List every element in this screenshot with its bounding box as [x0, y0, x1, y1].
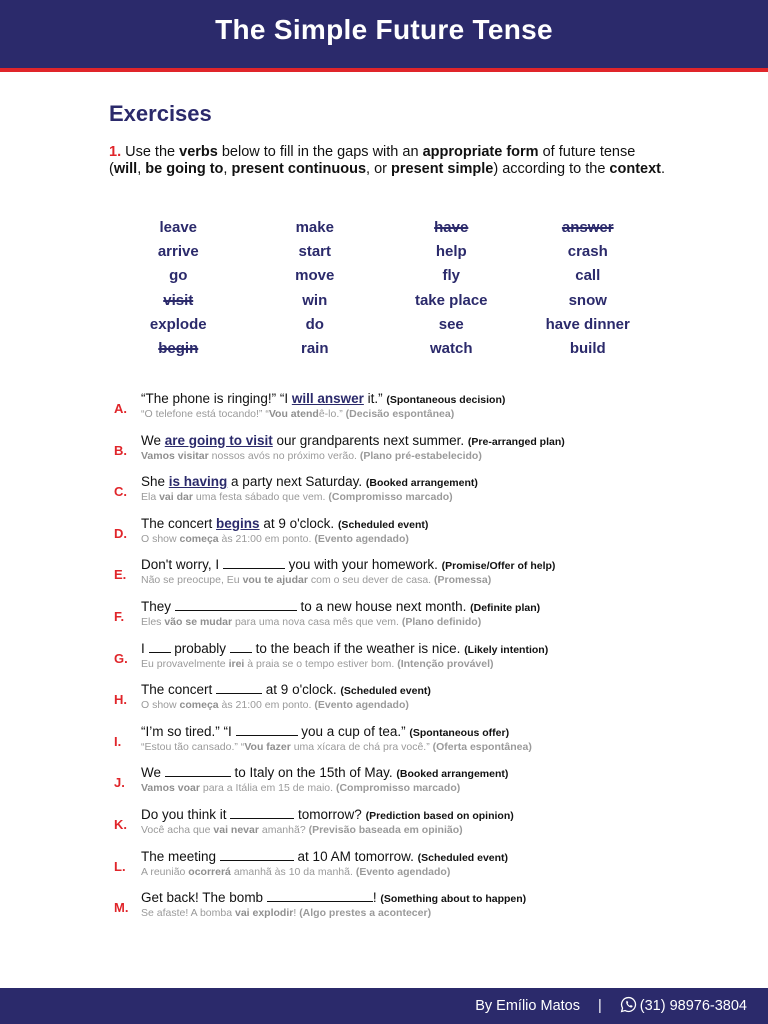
item-letter: A. — [114, 401, 127, 416]
item-translation — [141, 533, 409, 545]
translation-verb: vão se mudar — [164, 615, 233, 628]
sentence-text: The concert — [141, 682, 217, 698]
item-letter: B. — [114, 442, 127, 458]
footer-separator: | — [597, 998, 602, 1014]
answer-blank[interactable] — [223, 557, 285, 569]
item-sentence — [141, 849, 508, 864]
verb-have-dinner: have dinner — [545, 315, 630, 333]
instruction-bold: context — [609, 161, 661, 177]
verb-go: go — [169, 267, 188, 285]
item-sentence — [141, 474, 478, 489]
translation-text: à praia se o tempo estiver bom. — [244, 657, 398, 670]
verb-fly: fly — [442, 267, 460, 285]
sentence-text: Get back! The bomb — [141, 890, 267, 906]
footer-credits — [475, 996, 747, 1014]
item-letter: F. — [114, 608, 125, 624]
verb-snow: snow — [568, 291, 607, 309]
verb-take-place: take place — [414, 291, 488, 309]
answer-blank[interactable] — [216, 682, 262, 694]
sentence-text: to the beach if the weather is nice. — [251, 640, 465, 656]
item-letter: J. — [114, 775, 125, 791]
instruction-bold: be going to — [145, 161, 224, 177]
item-letter: K. — [114, 816, 127, 832]
translation-text: “O telefone está tocando!” “ — [141, 408, 269, 420]
sentence-text: We — [141, 432, 165, 448]
verb-leave: leave — [159, 219, 198, 236]
translation-tag: (Evento agendado) — [314, 532, 409, 545]
translation-text: O show — [141, 699, 180, 712]
translation-text: amanhã às 10 da manhã. — [230, 865, 356, 878]
verb-call: call — [575, 267, 601, 285]
exercise-item — [114, 724, 754, 766]
verb-rain: rain — [300, 339, 329, 357]
translation-text: às 21:00 em ponto. — [218, 699, 315, 712]
translation-text: com o seu dever de casa. — [307, 574, 435, 587]
sentence-text: Do you think it — [141, 806, 231, 822]
item-sentence — [141, 433, 565, 448]
exercise-item — [114, 849, 754, 891]
instruction-text: , — [137, 161, 146, 177]
verb-crash: crash — [567, 243, 608, 261]
item-letter: G. — [114, 650, 128, 666]
item-sentence — [141, 890, 526, 905]
answer-blank[interactable] — [220, 849, 294, 861]
translation-text: uma festa sábado que vem. — [192, 491, 329, 504]
item-translation — [141, 574, 491, 586]
instruction-text: , or — [366, 161, 391, 177]
verb-win: win — [302, 291, 328, 309]
item-letter: C. — [114, 484, 127, 500]
instruction-bold: appropriate form — [422, 144, 539, 160]
instruction-text: Use the — [121, 144, 180, 160]
answer-blank[interactable] — [149, 641, 171, 653]
sentence-text: probably — [170, 640, 230, 656]
translation-verb: começa — [179, 532, 219, 545]
translation-text: para a Itália em 15 de maio. — [199, 782, 336, 795]
answer-blank[interactable] — [165, 765, 231, 777]
whatsapp-icon — [620, 996, 637, 1013]
translation-text: uma xícara de chá pra você.” — [290, 740, 433, 753]
sentence-text: at 9 o'clock. — [262, 682, 341, 698]
answer-blank[interactable] — [267, 890, 373, 902]
sentence-text: tomorrow? — [294, 806, 366, 822]
sentence-text: you a cup of tea.” — [297, 723, 410, 739]
sentence-text: at 9 o'clock. — [259, 515, 338, 531]
sentence-text: I — [141, 640, 149, 656]
item-translation — [141, 907, 431, 919]
instruction-text: of future tense ( — [109, 144, 636, 177]
translation-text: ê-lo.” — [318, 408, 346, 420]
footer-bar — [0, 988, 768, 1024]
usage-tag: (Definite plan) — [470, 601, 541, 614]
translation-tag: (Plano pré-estabelecido) — [359, 449, 482, 462]
exercise-item — [114, 765, 754, 807]
translation-verb: vai explodir — [234, 907, 294, 920]
item-sentence — [141, 724, 509, 739]
translation-text: Se afaste! A bomba — [141, 907, 235, 920]
item-sentence — [141, 516, 428, 531]
item-translation — [141, 782, 460, 794]
sentence-text: a party next Saturday. — [227, 474, 366, 490]
translation-verb: Vou atend — [268, 408, 319, 420]
translation-text: O show — [141, 532, 180, 545]
verb-arrive: arrive — [157, 243, 199, 261]
sentence-text: “I’m so tired.” “I — [141, 723, 236, 739]
usage-tag: (Promise/Offer of help) — [441, 560, 556, 573]
item-translation — [141, 741, 532, 753]
verb-do: do — [305, 315, 324, 333]
exercise-list — [114, 391, 754, 932]
author-credit: By Emílio Matos — [475, 998, 580, 1014]
translation-text: A reunião — [141, 865, 189, 878]
item-sentence — [141, 807, 514, 822]
translation-text: ! — [293, 907, 300, 920]
sentence-text: it.” — [363, 391, 387, 406]
section-title: Exercises — [109, 101, 212, 126]
item-translation — [141, 658, 494, 670]
usage-tag: (Booked arrangement) — [365, 477, 478, 490]
exercise-item — [114, 516, 754, 558]
item-sentence — [141, 765, 508, 780]
exercise-item — [114, 433, 754, 475]
instruction-bold: present simple — [391, 161, 494, 177]
usage-tag: (Scheduled event) — [340, 685, 431, 698]
exercise-item — [114, 599, 754, 641]
usage-tag: (Spontaneous decision) — [386, 394, 506, 406]
item-translation — [141, 491, 453, 503]
instruction-text: below to fill in the gaps with an — [217, 144, 423, 160]
usage-tag: (Something about to happen) — [380, 893, 527, 906]
translation-tag: (Intenção provável) — [397, 657, 494, 670]
answer-filled: begins — [216, 515, 260, 531]
exercise-item — [114, 682, 754, 724]
item-sentence — [141, 682, 431, 697]
sentence-text: at 10 AM tomorrow. — [293, 848, 418, 864]
item-letter: M. — [114, 900, 129, 916]
instruction-number: 1. — [109, 144, 122, 160]
translation-text: Você acha que — [141, 823, 214, 836]
sentence-text: you with your homework. — [284, 557, 442, 573]
translation-verb: vai dar — [159, 491, 193, 504]
item-sentence — [141, 641, 548, 656]
item-letter: E. — [114, 567, 127, 583]
exercise-item — [114, 807, 754, 849]
answer-blank[interactable] — [230, 807, 294, 819]
instruction-text: ) according to the — [493, 161, 610, 177]
translation-tag: (Decisão espontânea) — [345, 408, 455, 420]
translation-text: nossos avós no próximo verão. — [208, 449, 360, 462]
translation-verb: vou te ajudar — [242, 574, 308, 587]
translation-tag: (Evento agendado) — [355, 865, 451, 878]
translation-text: “Estou tão cansado.” “ — [141, 740, 245, 753]
usage-tag: (Pre-arranged plan) — [467, 435, 565, 448]
verb-answer: answer — [561, 219, 614, 236]
item-translation — [141, 824, 463, 836]
item-letter: H. — [114, 692, 127, 708]
exercise-item — [114, 557, 754, 599]
translation-verb: irei — [228, 657, 245, 670]
translation-verb: ocorrerá — [188, 865, 231, 878]
answer-filled: are going to visit — [164, 432, 273, 448]
instruction-bold: will — [113, 161, 138, 177]
translation-verb: Vamos visitar — [141, 449, 209, 462]
sentence-text: ! — [372, 890, 381, 906]
translation-tag: (Previsão baseada em opinião) — [308, 823, 463, 836]
item-translation — [141, 866, 450, 878]
sentence-text: The concert — [141, 515, 217, 531]
item-sentence — [141, 599, 540, 614]
item-sentence — [141, 557, 555, 572]
instruction-bold: verbs — [179, 144, 218, 160]
verb-watch: watch — [429, 339, 473, 357]
translation-tag: (Oferta espontânea) — [432, 740, 532, 753]
translation-tag: (Promessa) — [434, 574, 492, 587]
verb-start: start — [298, 243, 331, 261]
sentence-text: She — [141, 474, 169, 490]
verb-move: move — [295, 267, 335, 285]
header-rule — [0, 68, 768, 72]
verb-explode: explode — [149, 315, 207, 333]
exercise-item — [114, 641, 754, 683]
translation-text: Não se preocupe, Eu — [141, 574, 243, 587]
answer-blank[interactable] — [230, 641, 252, 653]
answer-blank[interactable] — [175, 599, 297, 611]
translation-text: Eles — [141, 615, 165, 628]
answer-blank[interactable] — [236, 724, 298, 736]
translation-tag: (Compromisso marcado) — [328, 491, 453, 504]
verb-see: see — [438, 315, 464, 333]
item-translation — [141, 408, 454, 420]
instruction-text: . — [661, 161, 666, 177]
verb-help: help — [435, 243, 467, 261]
sentence-text: They — [141, 598, 175, 614]
sentence-text: Don't worry, I — [141, 557, 223, 573]
page-title: The Simple Future Tense — [215, 14, 553, 45]
item-letter: D. — [114, 525, 127, 541]
item-sentence — [141, 391, 505, 406]
usage-tag: (Likely intention) — [464, 643, 549, 656]
exercise-item — [114, 474, 754, 516]
verb-begin: begin — [158, 339, 199, 357]
verb-bank — [110, 216, 656, 361]
translation-text: Ela — [141, 491, 160, 504]
verb-make: make — [295, 219, 334, 236]
sentence-text: our grandparents next summer. — [272, 432, 468, 448]
instructions — [109, 144, 669, 178]
translation-tag: (Evento agendado) — [314, 699, 409, 712]
sentence-text: The meeting — [141, 848, 220, 864]
instruction-bold: present continuous — [231, 161, 367, 177]
verb-build: build — [569, 339, 606, 357]
translation-verb: começa — [179, 699, 219, 712]
exercise-item — [114, 890, 754, 932]
item-letter: L. — [114, 858, 126, 874]
item-translation — [141, 616, 481, 628]
phone-number: (31) 98976-3804 — [639, 998, 747, 1014]
translation-tag: (Plano definido) — [401, 615, 482, 628]
translation-verb: Vamos voar — [141, 782, 200, 795]
translation-text: amanhã? — [258, 823, 309, 836]
sentence-text: We — [141, 765, 165, 781]
translation-text: às 21:00 em ponto. — [218, 532, 315, 545]
translation-tag: (Algo prestes a acontecer) — [299, 907, 432, 920]
sentence-text: “The phone is ringing!” “I — [141, 391, 292, 406]
sentence-text: to a new house next month. — [296, 598, 471, 614]
item-translation — [141, 699, 409, 711]
answer-filled: is having — [168, 474, 228, 490]
sentence-text: to Italy on the 15th of May. — [230, 765, 397, 781]
translation-verb: Vou fazer — [244, 740, 291, 753]
item-translation — [141, 450, 482, 462]
translation-text: Eu provavelmente — [141, 657, 229, 670]
verb-have: have — [434, 219, 469, 236]
translation-text: para uma nova casa mês que vem. — [232, 615, 402, 628]
item-letter: I. — [114, 733, 122, 749]
translation-tag: (Compromisso marcado) — [335, 782, 461, 795]
verb-visit: visit — [163, 291, 194, 309]
header-bar — [0, 0, 768, 68]
answer-filled: will answer — [291, 391, 364, 406]
instruction-text: , — [223, 161, 232, 177]
usage-tag: (Booked arrangement) — [396, 768, 509, 781]
usage-tag: (Prediction based on opinion) — [365, 809, 514, 822]
exercise-item — [114, 391, 754, 433]
usage-tag: (Spontaneous offer) — [409, 726, 510, 739]
usage-tag: (Scheduled event) — [337, 518, 429, 531]
translation-verb: vai nevar — [213, 823, 259, 836]
usage-tag: (Scheduled event) — [417, 851, 509, 864]
